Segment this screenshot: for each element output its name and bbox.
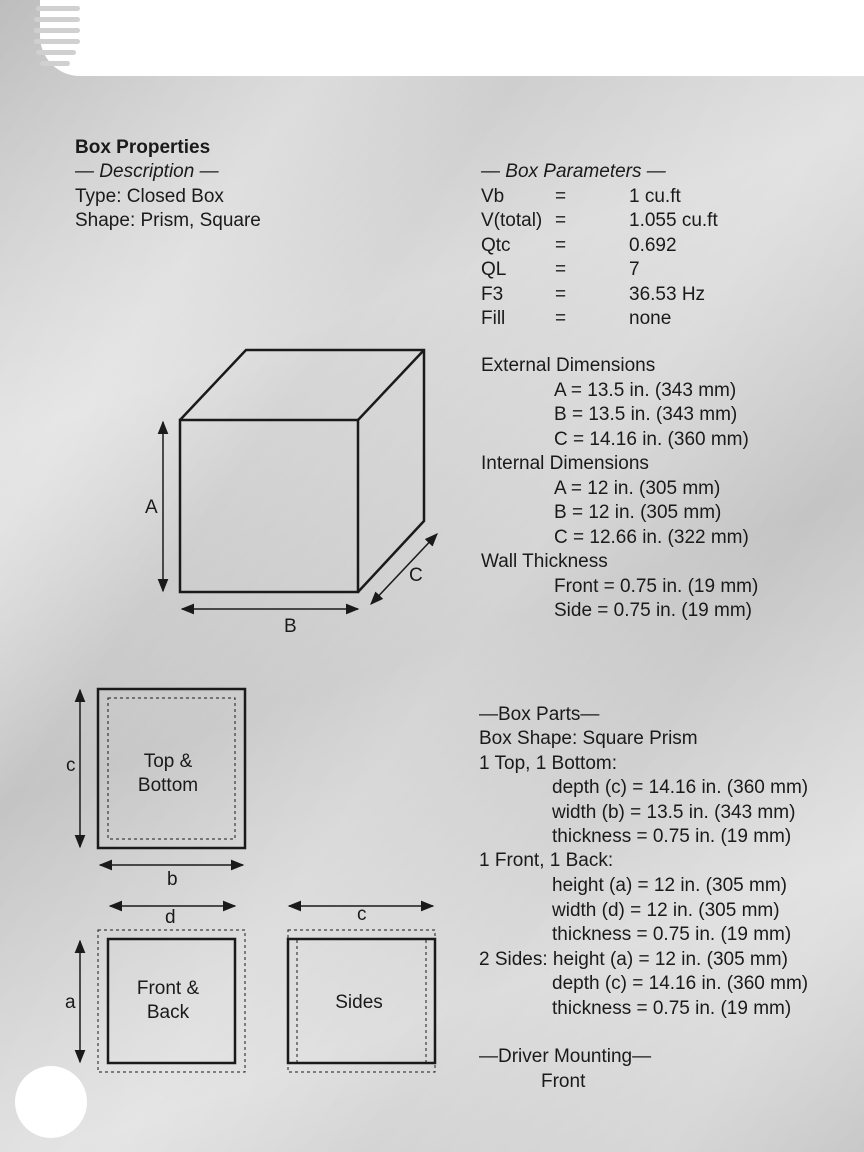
cube-diagram (180, 350, 424, 592)
param-name: QL (481, 259, 507, 280)
wall-side: Side = 0.75 in. (19 mm) (554, 600, 753, 621)
cube-top-right-edge (358, 350, 424, 420)
param-value: 7 (629, 259, 640, 280)
dim-label-c-sides: c (357, 904, 367, 925)
front-back-width: width (d) = 12 in. (305 mm) (552, 900, 780, 921)
external-dim-b: B = 13.5 in. (343 mm) (554, 404, 738, 425)
box-parts-shape: Box Shape: Square Prism (479, 728, 698, 749)
param-eq: = (555, 284, 567, 305)
cube-label-a: A (145, 497, 158, 518)
wall-thickness-heading: Wall Thickness (481, 551, 608, 572)
front-back-outline (108, 939, 235, 1063)
param-name: V(total) (481, 210, 543, 231)
box-parts-heading: —Box Parts— (479, 704, 600, 725)
front-back-outer-outline (98, 930, 245, 1072)
page-corner-circle (15, 1066, 87, 1138)
front-back-label-1: Front & (136, 978, 200, 999)
top-bottom-label-1: Top & (143, 751, 193, 772)
internal-dimensions-heading: Internal Dimensions (481, 453, 649, 474)
top-bottom-heading: 1 Top, 1 Bottom: (479, 753, 618, 774)
box-shape: Shape: Prism, Square (75, 210, 261, 231)
front-back-label-2: Back (146, 1002, 190, 1023)
wall-front: Front = 0.75 in. (19 mm) (554, 576, 759, 597)
param-eq: = (555, 259, 567, 280)
param-name: F3 (481, 284, 504, 305)
box-type: Type: Closed Box (75, 186, 224, 207)
param-eq: = (555, 235, 567, 256)
front-back-thickness: thickness = 0.75 in. (19 mm) (552, 924, 792, 945)
top-bottom-panel (98, 689, 245, 848)
cube-label-c: C (409, 565, 423, 586)
external-dim-a: A = 13.5 in. (343 mm) (554, 380, 737, 401)
param-value: none (629, 308, 672, 329)
cube-back-edges (180, 350, 424, 592)
box-properties-heading: Box Properties (75, 137, 211, 158)
param-name: Fill (481, 308, 506, 329)
param-value: 1.055 cu.ft (629, 210, 718, 231)
sides-heading: 2 Sides: height (a) = 12 in. (305 mm) (479, 949, 788, 970)
external-dimensions-heading: External Dimensions (481, 355, 656, 376)
internal-dim-b: B = 12 in. (305 mm) (554, 502, 722, 523)
top-bottom-depth: depth (c) = 14.16 in. (360 mm) (552, 777, 809, 798)
driver-mounting-value: Front (541, 1071, 586, 1092)
dim-label-c-top: c (66, 755, 76, 776)
top-bottom-label-2: Bottom (137, 775, 199, 796)
param-value: 36.53 Hz (629, 284, 706, 305)
internal-dim-a: A = 12 in. (305 mm) (554, 478, 721, 499)
param-name: Vb (481, 186, 505, 207)
param-eq: = (555, 186, 567, 207)
external-dim-c: C = 14.16 in. (360 mm) (554, 429, 749, 450)
param-eq: = (555, 308, 567, 329)
param-value: 1 cu.ft (629, 186, 681, 207)
front-back-panel (98, 930, 245, 1072)
internal-dim-c: C = 12.66 in. (322 mm) (554, 527, 749, 548)
sides-label: Sides (335, 992, 383, 1013)
cube-front-face (180, 420, 358, 592)
front-back-heading: 1 Front, 1 Back: (479, 850, 614, 871)
description-heading: — Description — (75, 161, 219, 182)
front-back-height: height (a) = 12 in. (305 mm) (552, 875, 787, 896)
top-bottom-width: width (b) = 13.5 in. (343 mm) (552, 802, 796, 823)
cube-label-b: B (284, 616, 297, 637)
driver-mounting-heading: —Driver Mounting— (479, 1046, 652, 1067)
top-bottom-thickness: thickness = 0.75 in. (19 mm) (552, 826, 792, 847)
param-value: 0.692 (629, 235, 677, 256)
dim-label-a: a (65, 992, 76, 1013)
sides-thickness: thickness = 0.75 in. (19 mm) (552, 998, 792, 1019)
param-name: Qtc (481, 235, 511, 256)
sides-panel (288, 930, 435, 1072)
sides-depth: depth (c) = 14.16 in. (360 mm) (552, 973, 809, 994)
dim-label-b: b (167, 869, 178, 890)
dim-label-d: d (165, 907, 176, 928)
param-eq: = (555, 210, 567, 231)
box-parameters-heading: — Box Parameters — (481, 161, 666, 182)
